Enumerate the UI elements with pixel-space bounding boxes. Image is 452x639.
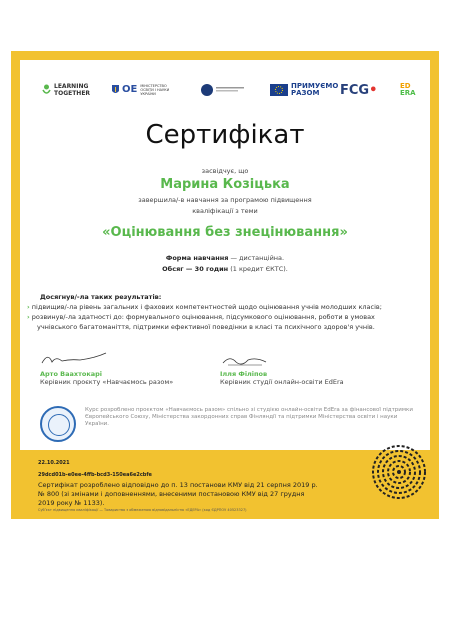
check-icon: ›: [27, 313, 30, 321]
completed-line-1: завершила/-в навчання за програмою підвищення: [138, 196, 312, 204]
globe-icon: [201, 84, 213, 96]
provider-note: Субʼєкт підвищення кваліфікації — Товариство з обмеженою відповідальністю «ЕДЕРА» (код ЄДРПОУ 40523327): [38, 508, 247, 512]
fcg-logo: FCG •: [340, 82, 378, 98]
course-note: Курс розроблено проєктом «Навчаємось разом» спільно зі студією онлайн-освіти EdEra за фінансової підтримки Європейського Союзу, Міністерства закордонних справ Фінляндії та підтримки Міністерства освіти і науки України.: [85, 407, 413, 427]
eu-logo: ПРИМУЄМО РАЗОМ: [270, 78, 325, 102]
course-title: «Оцінювання без знецінювання»: [102, 225, 348, 240]
fcg-dot-icon: •: [369, 82, 378, 98]
eu-flag-icon: [270, 84, 288, 96]
study-form: Форма навчання — дистанційна.: [165, 254, 285, 262]
check-icon: ›: [27, 303, 30, 311]
signature-right: Ілля Філіпов Керівник студії онлайн-освіти EdEra: [220, 370, 344, 386]
signature-left: Арто Ваахтокарі Керівник проєкту «Навчаємось разом»: [40, 370, 174, 386]
trident-icon: [112, 85, 119, 95]
signature-right-icon: [220, 353, 270, 369]
footer-legal-text: Сертифікат розроблено відповідно до п. 13 постанови КМУ від 21 серпня 2019 р. № 800 (зі змінами і доповненнями, внесеними постановою КМУ від 27 грудня 2019 року № 1133).: [38, 481, 318, 507]
certifies-text: засвідчує, що: [201, 167, 249, 175]
recipient-name: Марина Козіцька: [160, 177, 290, 192]
finland-ministry-text-icon: [216, 87, 244, 93]
certificate-sheet: [20, 60, 430, 450]
result-item: › підвищив/-ла рівень загальних і фахових компетентностей щодо оцінювання учнів молодших класів;: [27, 303, 382, 311]
certificate-title: Сертифікат: [145, 120, 305, 150]
issue-date: 22.10.2021: [38, 460, 70, 466]
ministry-seal-icon: [40, 406, 76, 442]
finland-ministry-logo: [201, 78, 244, 102]
completed-line-2: кваліфікації з теми: [192, 207, 258, 215]
result-item: › розвинув/-ла здатності до: формувального оцінювання, підсумкового оцінювання, роботи в умовах: [27, 313, 375, 321]
logo-bar: [20, 78, 430, 102]
ministry-logo: OE МІНІСТЕРСТВО ОСВІТИ І НАУКИ УКРАЇНИ: [112, 78, 170, 102]
learning-together-icon: [42, 84, 51, 96]
result-item-continued: учнівського багатоманіття, підтримки ефективної поведінки в класі та психічного здоров'я учнів.: [37, 323, 375, 331]
edera-logo: ED ERA: [400, 82, 416, 97]
results-heading: Досягнув/-ла таких результатів:: [40, 293, 162, 301]
signature-left-icon: [40, 350, 110, 366]
learning-together-logo: LEARNING TOGETHER: [42, 78, 88, 102]
certificate-id: 29dcd01b-e0ee-4ffb-bcd3-150ea6e2cbfe: [38, 472, 152, 478]
study-volume: Обсяг — 30 годин (1 кредит ЄКТС).: [162, 265, 288, 273]
fingerprint-qr-icon: [368, 444, 430, 500]
